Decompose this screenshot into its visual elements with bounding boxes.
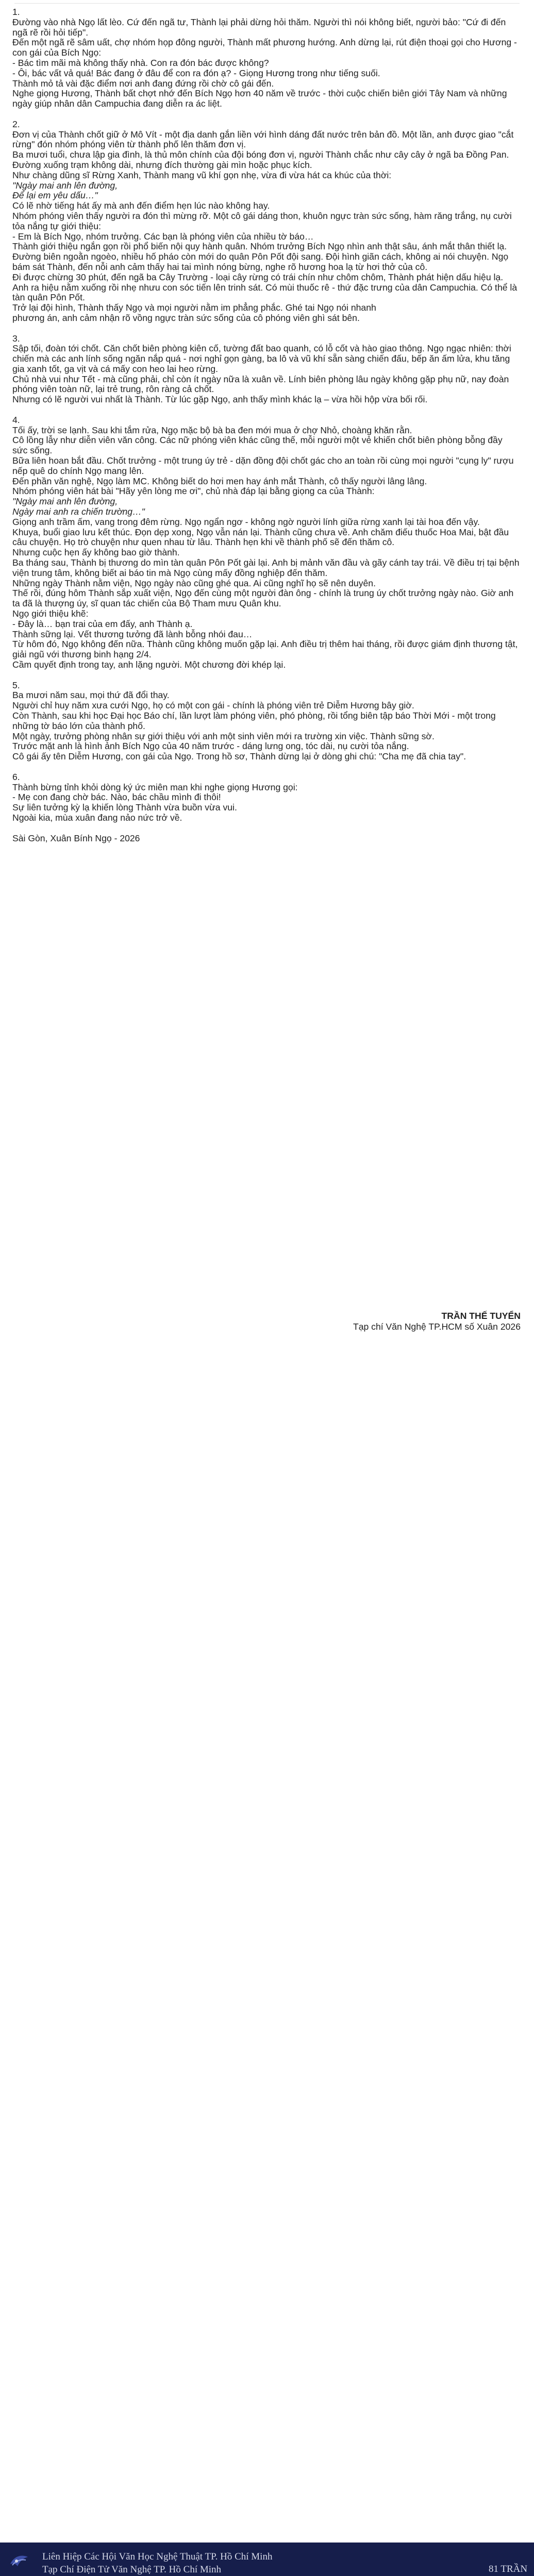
source-line: Tạp chí Văn Nghệ TP.HCM số Xuân 2026 [353, 1321, 521, 1332]
article-paragraph: Giọng anh trầm ấm, vang trong đêm rừng. Ngọ ngẩn ngơ - không ngờ người lính giữa rừng xanh lại tài hoa đến vậy. [12, 516, 480, 527]
article-paragraph: Sự liên tưởng kỳ lạ khiến lòng Thành vừa buồn vừa vui. [12, 802, 237, 813]
article-paragraph: Thế rồi, đúng hôm Thành sắp xuất viện, Ngọ đến cùng một người đàn ông - chính là trung úy chốt trưởng ngày nào. Giờ anh ta đã là thượng úy, sĩ quan tác chiến của Bộ Tham mưu Quân khu. [12, 588, 516, 609]
article-paragraph: Thành giới thiệu ngắn gọn rồi phổ biến nội quy hành quân. Nhóm trưởng Bích Ngọ nhìn anh thật sâu, ánh mắt thân thiết lạ. [12, 241, 507, 252]
signature-block [353, 1311, 521, 1332]
article-paragraph: Khuya, buổi giao lưu kết thúc. Đọn dẹp xong, Ngọ vẫn nán lại. Thành cũng chưa về. Anh chăm điếu thuốc Hoa Mai, bật đầu câu chuyện. Họ trò chuyện như quen nhau từ lâu. Thành hẹn khi về thành phố sẽ đến thăm cô. [12, 527, 512, 548]
article-paragraph: Chủ nhà vui như Tết - mà cũng phải, chỉ còn ít ngày nữa là xuân về. Lính biên phòng lâu ngày không gặp phụ nữ, nay đoàn phóng viên toàn nữ, lại trẻ trung, rôn ràng cả chốt. [12, 374, 512, 395]
article-paragraph: Nhóm phóng viên thấy người ra đón thì mừng rỡ. Một cô gái dáng thon, khuôn ngực tràn sức sống, hàm răng trắng, nụ cười tỏa nắng tự giới thiệu: [12, 210, 514, 231]
footer-line-magazine: Tạp Chí Điện Tử Văn Nghệ TP. Hồ Chí Minh [42, 2564, 222, 2575]
article-paragraph: Có lẽ nhờ tiếng hát ấy mà anh đến điểm hẹn lúc nào không hay. [12, 200, 270, 211]
article-paragraph: Ngày mai anh ra chiến trường…" [12, 506, 145, 517]
article-paragraph: - Mẹ con đang chờ bác. Nào, bác chầu mình đi thôi! [12, 792, 221, 803]
paragraph-spacer [12, 762, 520, 772]
paragraph-spacer [12, 670, 520, 681]
article-paragraph: Cô gái ấy tên Diễm Hương, con gái của Ngọ. Trong hồ sơ, Thành dừng lại ở dòng ghi chú: "Cha mẹ đã chia tay". [12, 751, 466, 762]
article-paragraph: Cầm quyết định trong tay, anh lặng người. Một chương đời khép lại. [12, 659, 286, 670]
article-paragraph: Còn Thành, sau khi học Đại học Báo chí, lần lượt làm phóng viên, phó phòng, rồi tổng biên tập báo Thời Mới - một trong những tờ báo lớn của thành phố. [12, 710, 498, 731]
paragraph-spacer [12, 109, 520, 120]
author-name: TRẦN THẾ TUYỂN [441, 1311, 521, 1321]
article-paragraph: Đường vào nhà Ngọ lất lèo. Cứ đến ngã tư, Thành lại phải dừng hỏi thăm. Người thì nói không biết, người bảo: "Cứ đi đến ngã rẽ rồi hỏi tiếp". [12, 16, 509, 38]
article-paragraph: Đường biên ngoằn ngoèo, nhiều hố pháo còn mới do quân Pôn Pốt đội sang. Đội hình giãn cách, không ai nói chuyện. Ngọ bám sát Thành, đến nỗi anh cảm thấy hai tai mình nóng bừng, nghe rõ hương hoa lạ từ hơi thở của cô. [12, 251, 511, 272]
article-paragraph: phương án, anh cảm nhận rõ vồng ngực tràn sức sống của cô phóng viên ghì sát bên. [12, 312, 360, 323]
article-paragraph: "Ngày mai anh lên đường, [12, 180, 118, 191]
article-paragraph: Thành sững lại. Vết thương tưởng đã lành bỗng nhói đau… [12, 629, 253, 639]
article-paragraph: 1. [12, 7, 20, 17]
article-paragraph: Thành mỏ tả vài đặc điểm nơi anh đang đứng rồi chờ cô gái đến. [12, 78, 274, 89]
article-paragraph: Để lại em yêu dấu…" [12, 190, 98, 201]
article-paragraph: Cô lồng lẫy như diễn viên văn công. Các nữ phóng viên khác cũng thế, mỗi người một vẻ khiến chốt biên phòng bỗng đầy sức sống. [12, 435, 505, 456]
article-body [12, 7, 520, 843]
article-paragraph: Từ hôm đó, Ngọ không đến nữa. Thành cũng không muốn gặp lại. Anh điều trị thêm hai tháng, rồi được giám định thương tật, giải ngũ với thương binh hạng 2/4. [12, 639, 521, 660]
article-paragraph: 6. [12, 771, 20, 782]
article-paragraph: Đến một ngã rẽ sâm uất, chợ nhóm họp đông người, Thành mất phương hướng. Anh dừng lại, rút điện thoại gọi cho Hương - con gái của Bích Ngọ: [12, 37, 520, 58]
article-paragraph: Trở lại đội hình, Thành thấy Ngọ và mọi người nằm im phẳng phắc. Ghé tai Ngọ nói nhanh [12, 302, 376, 313]
article-paragraph: - Ôi, bác vất vả quá! Bác đang ở đâu để con ra đón ạ? - Giọng Hương trong như tiếng suối. [12, 67, 380, 78]
article-paragraph: Bữa liên hoan bắt đầu. Chốt trưởng - một trung úy trẻ - dặn đồng đội chốt gác cho an toàn rồi cùng mọi người "cụng ly" rượu nếp quê do chính Ngọ mang lên. [12, 455, 516, 476]
paragraph-spacer [12, 823, 520, 834]
top-divider [14, 3, 520, 4]
article-paragraph: 4. [12, 414, 20, 425]
footer-info [42, 2551, 299, 2576]
article-paragraph: Đơn vị của Thành chốt giữ ở Mô Vít - một địa danh gắn liền với hình dáng đất nước trên bản đồ. Một lần, anh được giao "cắt rừng" đón nhóm phóng viên từ thành phố lên thăm đơn vị. [12, 129, 516, 150]
article-paragraph: - Bác tìm mãi mà không thấy nhà. Con ra đón bác được không? [12, 57, 269, 68]
paragraph-spacer [12, 405, 520, 415]
article-paragraph: Đến phần văn nghệ, Ngọ làm MC. Không biết do hơi men hay ánh mắt Thành, cô thấy người lâng lâng. [12, 476, 427, 486]
article-paragraph: Sập tối, đoàn tới chốt. Căn chốt biên phòng kiên cố, tường đất bao quanh, có lỗ cốt và hào giao thông. Ngọ ngạc nhiên: thời chiến mà các anh lính sống ngăn nắp quá - nơi nghỉ gọn gàng, ba lô và vũ khí sẵn sàng chiến đấu, bếp ăn ấm lửa, khu tăng gia xanh tốt, ga vịt và cá mấy con heo lai heo rừng. [12, 343, 514, 374]
site-footer [0, 2543, 534, 2576]
article-paragraph: Tối ấy, trời se lạnh. Sau khi tắm rửa, Ngọ mặc bộ bà ba đen mới mua ở chợ Nhỏ, choàng khăn rằn. [12, 425, 412, 435]
article-paragraph: 2. [12, 118, 20, 129]
article-paragraph: Sài Gòn, Xuân Bính Ngọ - 2026 [12, 833, 140, 843]
article-paragraph: Như chàng dũng sĩ Rừng Xanh, Thành mang vũ khí gọn nhẹ, vừa đi vừa hát ca khúc của thời: [12, 170, 392, 180]
article-paragraph: Người chỉ huy năm xưa cưới Ngọ, họ có một con gái - chính là phóng viên trẻ Diễm Hương bây giờ. [12, 700, 414, 711]
article-paragraph: Thành bừng tỉnh khỏi dòng ký ức miên man khi nghe giọng Hương gọi: [12, 782, 298, 792]
article-paragraph: Nhưng có lẽ người vui nhất là Thành. Từ lúc gặp Ngọ, anh thấy mình khác lạ – vừa hồi hộp vừa bối rối. [12, 394, 428, 405]
article-paragraph: Ba mươi năm sau, mọi thứ đã đổi thay. [12, 690, 170, 701]
article-paragraph: Ngọ giới thiệu khẽ: [12, 608, 89, 619]
article-paragraph: Ngoài kia, mùa xuân đang nảo nức trở về. [12, 812, 182, 823]
article-paragraph: 3. [12, 333, 20, 344]
article-paragraph: Đi được chừng 30 phút, đến ngã ba Cây Trường - loại cây rừng có trái chín như chôm chôm, Thành phát hiện dấu hiệu lạ. Anh ra hiệu nằm xuống rồi nhẹ nhưu con sóc tiến lên trinh sát. Có mùi thuốc rê - thứ đặc trưng của dân Campuchia. Có thể là tàn quân Pôn Pốt. [12, 272, 520, 303]
article-paragraph: 5. [12, 680, 20, 690]
article-paragraph: Những ngày Thành nằm viện, Ngọ ngày nào cũng ghé qua. Ai cũng nghĩ họ sẽ nên duyên. [12, 578, 376, 588]
footer-contact [489, 2563, 534, 2576]
article-paragraph: Nghe giọng Hương, Thành bất chợt nhớ đến Bích Ngọ hơn 40 năm về trước - thời cuộc chiến biên giới Tây Nam và những ngày giúp nhân dân Campuchia đang diễn ra ác liệt. [12, 88, 510, 109]
article-paragraph: - Đây là… bạn trai của em đấy, anh Thành ạ. [12, 618, 193, 629]
article-paragraph: - Em là Bích Ngọ, nhóm trưởng. Các bạn là phóng viên của nhiều tờ báo… [12, 231, 314, 242]
article-paragraph: Một ngày, trưởng phòng nhân sự giới thiệu với anh một sinh viên mới ra trường xin việc. Thành sững sờ. [12, 731, 435, 741]
footer-line-org: Liên Hiệp Các Hội Văn Học Nghệ Thuật TP. Hồ Chí Minh [42, 2551, 273, 2562]
footer-address: 81 TRẦN [489, 2564, 528, 2574]
article-paragraph: Ba mươi tuổi, chưa lập gia đình, là thủ môn chính của đội bóng đơn vị, người Thành chắc như cây cây ở ngã ba Đồng Pan. Đường xuống trạm không dài, nhưng đích thường gài mìn hoặc phục kích. [12, 149, 512, 170]
article-paragraph: "Ngày mai anh lên đường, [12, 496, 118, 507]
article-paragraph: Nhóm phóng viên hát bài "Hãy yên lòng me ơi", chủ nhà đáp lại bằng giọng ca của Thành: [12, 486, 375, 497]
article-paragraph: Ba tháng sau, Thành bị thương do mìn tàn quân Pôn Pốt gài lại. Anh bị mảnh văn đầu và gãy cánh tay trái. Về điều trị tại bệnh viện trung tâm, không biết ai báo tin mà Ngọ cùng mấy đồng nghiệp đến thăm. [12, 557, 522, 578]
article-paragraph: Trước mặt anh là hình ảnh Bích Ngọ của 40 năm trước - dáng lưng ong, tóc dài, nụ cười tỏa nắng. [12, 741, 409, 752]
hoi-van-hoc-nghe-thuat-logo-icon [9, 2553, 29, 2568]
paragraph-spacer [12, 324, 520, 334]
article-paragraph: Nhưng cuộc hẹn ấy không bao giờ thành. [12, 547, 180, 558]
